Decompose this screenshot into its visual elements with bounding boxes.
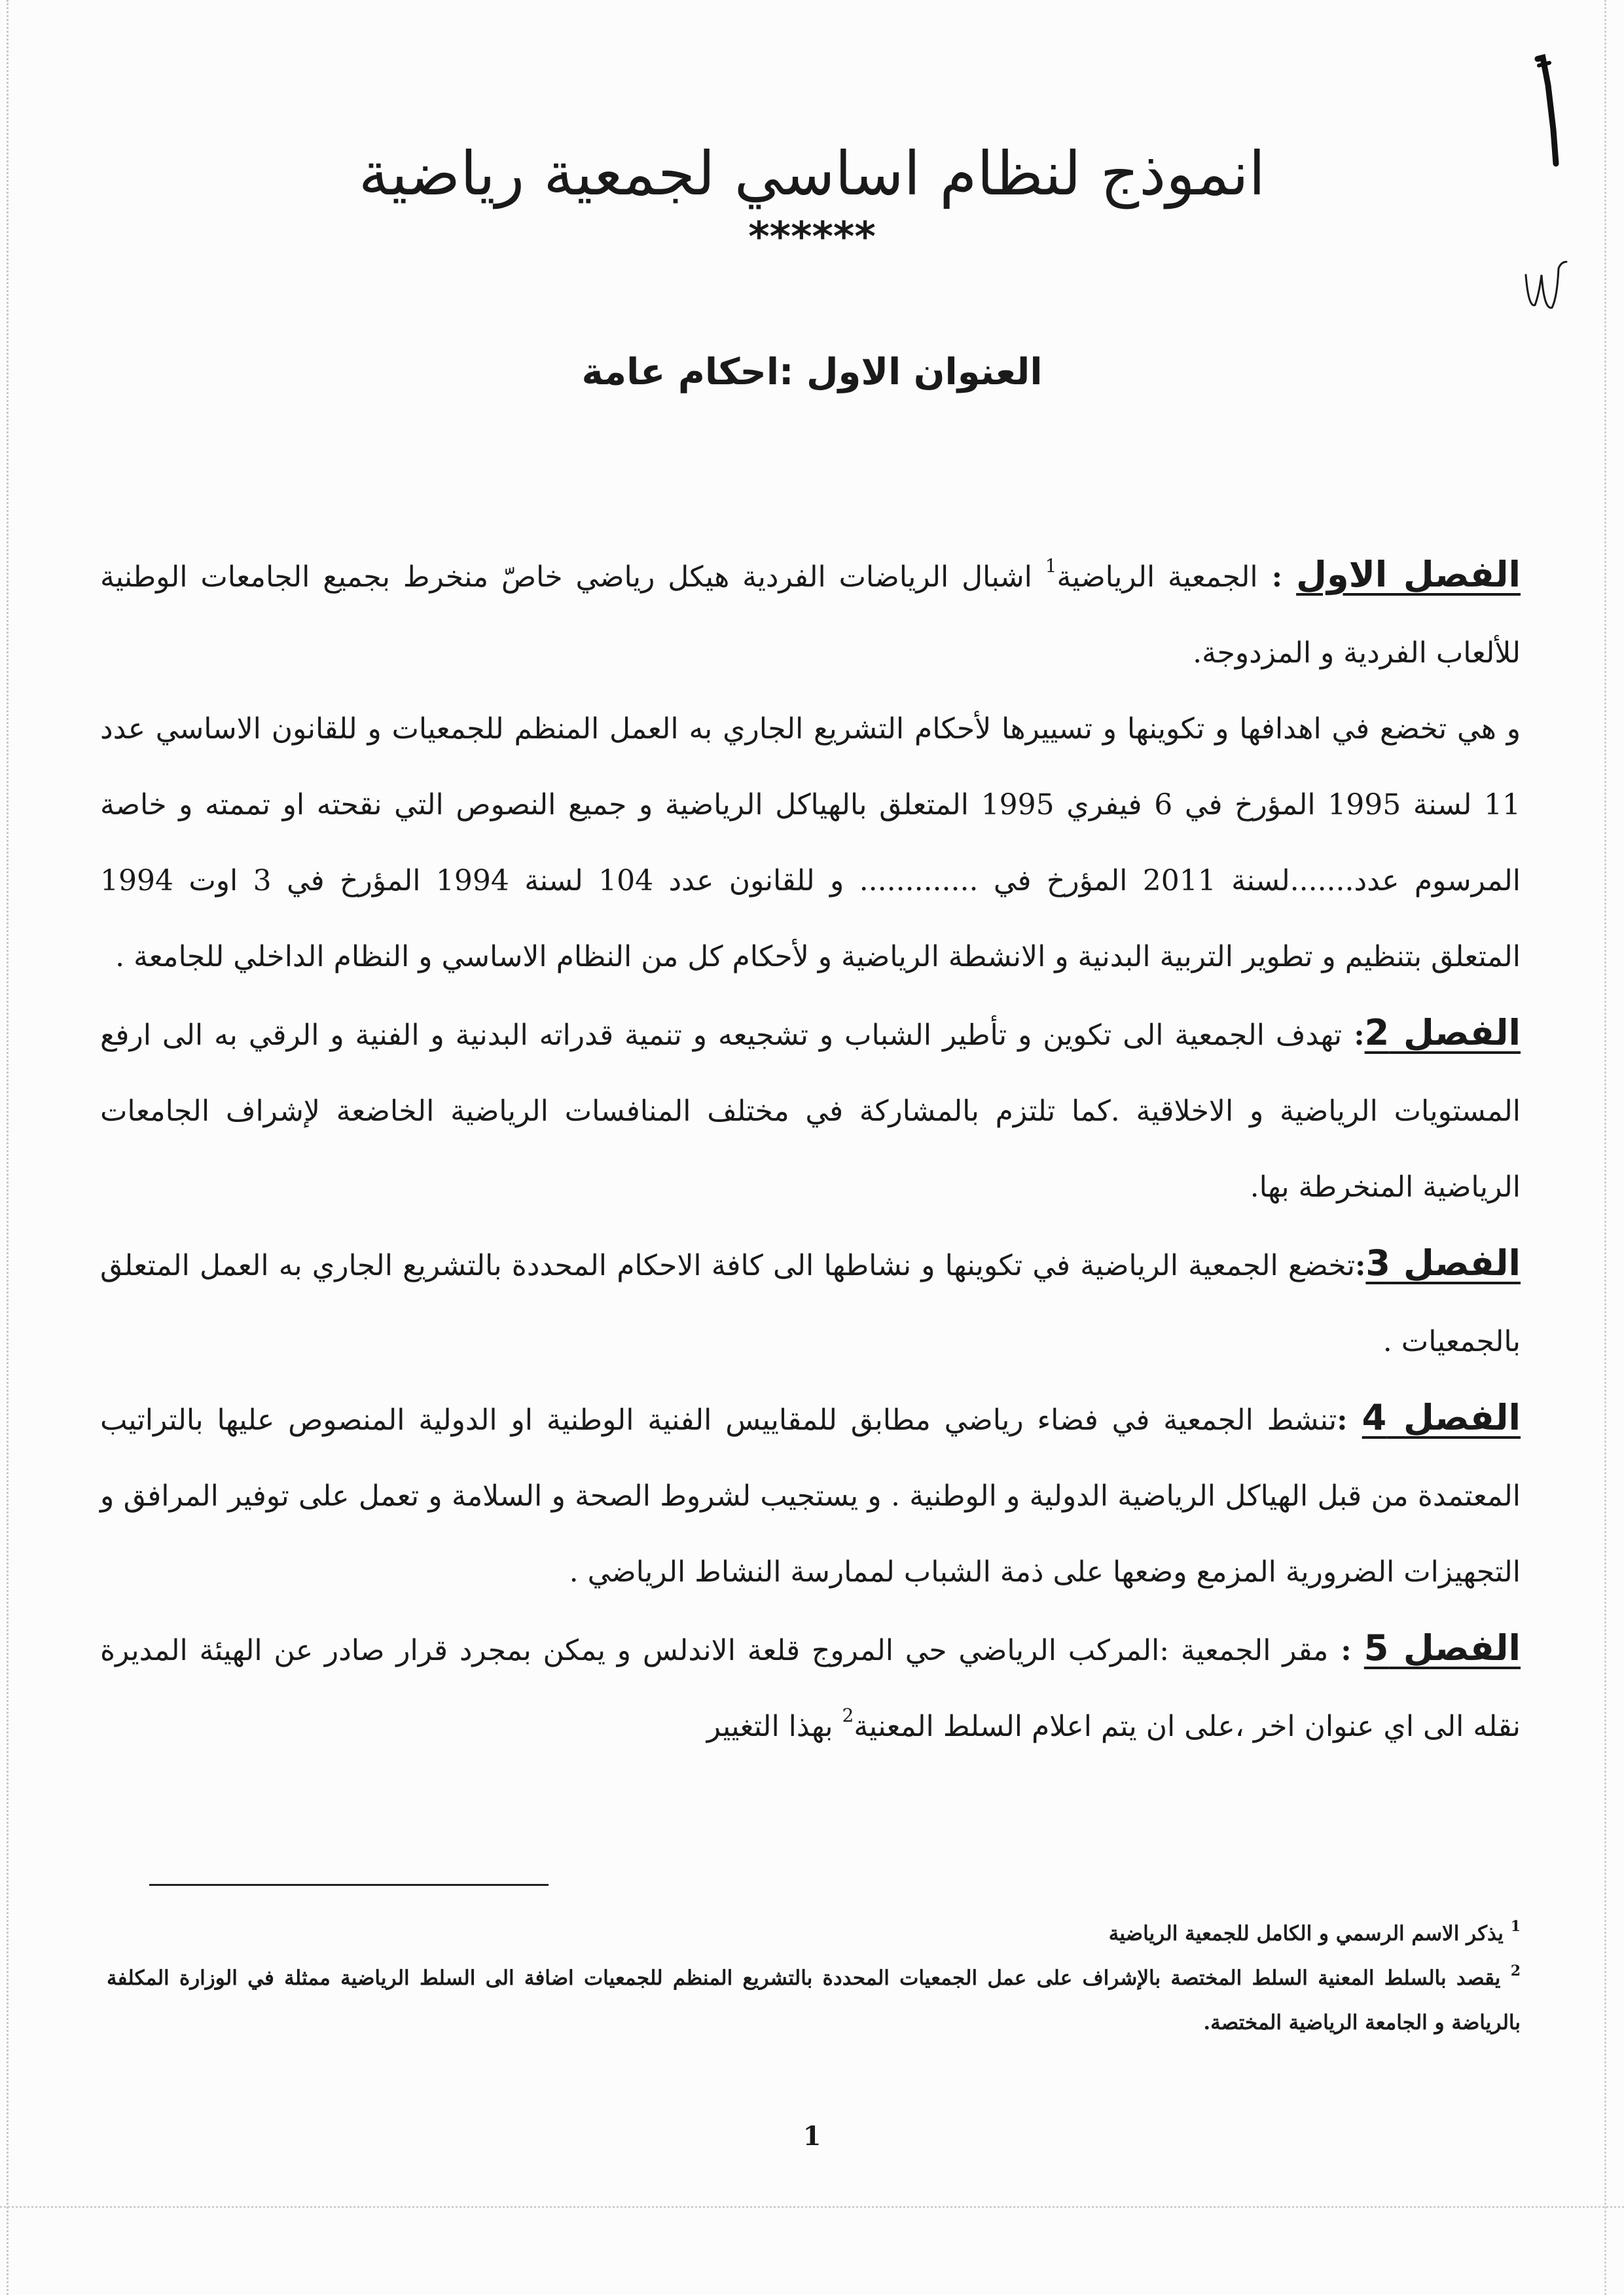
- article-label: الفصل 4: [1362, 1397, 1521, 1438]
- article-separator: :: [1355, 1249, 1366, 1282]
- article-text: تهدف الجمعية الى تكوين و تأطير الشباب و تشجيعه و تنمية قدراته البدنية و الفنية و الرقي به الى ارفع المستويات الرياضية و الاخلاقية .كما تلتزم بالمشاركة في مختلف المنافسات الرياضية الخاضعة لإشراف الجامعات الرياضية المنخرطة بها.: [100, 1019, 1521, 1204]
- footnote-ref: 2: [842, 1705, 854, 1726]
- article-5: [100, 1610, 1521, 1765]
- article-1: [100, 537, 1521, 691]
- title-separator: ******: [748, 213, 876, 261]
- footnote-text: يذكر الاسم الرسمي و الكامل للجمعية الرياضية: [1108, 1922, 1504, 1945]
- articles-body: [100, 537, 1521, 1765]
- article-text: تخضع الجمعية الرياضية في تكوينها و نشاطها الى كافة الاحكام المحددة بالتشريع الجاري به العمل المتعلق بالجمعيات .: [100, 1249, 1521, 1358]
- article-text: و هي تخضع في اهدافها و تكوينها و تسييرها لأحكام التشريع الجاري به العمل المنظم للجمعيات و للقانون الاساسي عدد 11 لسنة 1995 المؤرخ في 6 فيفري 1995 المتعلق بالهياكل الرياضية و جميع النصوص التي نقحته او تممته و خاصة المرسوم عدد.......لسنة 2011 المؤرخ في ............. و للقانون عدد 104 لسنة 1994 المؤرخ في 3 اوت 1994 المتعلق بتنظيم و تطوير التربية البدنية و الانشطة الرياضية و لأحكام كل من النظام الاساسي و النظام الداخلي للجامعة .: [100, 712, 1521, 973]
- footnote-ref: 1: [1045, 555, 1057, 577]
- footnotes: [107, 1911, 1521, 2045]
- document-title: انموذج لنظام اساسي لجمعية رياضية: [358, 138, 1266, 209]
- article-separator: :: [1328, 1634, 1364, 1667]
- part-title: العنوان الاول :احكام عامة: [581, 351, 1043, 394]
- article-label: الفصل 5: [1363, 1627, 1521, 1669]
- scan-edge-left: [7, 0, 10, 2295]
- footnote-divider: [149, 1884, 549, 1886]
- page-number: 1: [803, 2121, 821, 2152]
- article-2: [100, 995, 1521, 1225]
- article-label: الفصل 2: [1364, 1012, 1521, 1053]
- article-4: [100, 1380, 1521, 1610]
- footnote-1: [107, 1911, 1521, 1956]
- article-separator: :: [1257, 560, 1297, 594]
- article-text-continued: بهذا التغيير: [706, 1710, 842, 1743]
- article-label: الفصل 3: [1365, 1242, 1521, 1284]
- article-label: الفصل الاول: [1296, 554, 1521, 595]
- article-text: تنشط الجمعية في فضاء رياضي مطابق للمقاييس الفنية الوطنية او الدولية المنصوص عليها بالتراتيب المعتمدة من قبل الهياكل الرياضية الدولية و الوطنية . و يستجيب لشروط الصحة و السلامة و تعمل على توفير المرافق و التجهيزات الضرورية المزمع وضعها على ذمة الشباب لممارسة النشاط الرياضي .: [100, 1403, 1521, 1589]
- article-3: [100, 1225, 1521, 1380]
- article-text: الجمعية الرياضية: [1056, 560, 1258, 594]
- footnote-text: يقصد بالسلط المعنية السلط المختصة بالإشراف على عمل الجمعيات المحددة بالتشريع المنظم للجمعيات اضافة الى السلط الرياضية ممثلة في الوزارة المكلفة بالرياضة و الجامعة الرياضية المختصة.: [107, 1966, 1521, 2034]
- scan-edge-right: [1604, 0, 1608, 2295]
- article-text-continued: اشبال الرياضات الفردية هيكل رياضي خاصّ منخرط بجميع الجامعات الوطنية للألعاب الفردية و المزدوجة.: [100, 560, 1521, 670]
- article-separator: :: [1337, 1403, 1362, 1437]
- footnote-number: 1: [1510, 1918, 1521, 1935]
- article-separator: :: [1342, 1019, 1365, 1052]
- article-text: مقر الجمعية :المركب الرياضي حي المروج قلعة الاندلس و يمكن بمجرد قرار صادر عن الهيئة المديرة نقله الى اي عنوان اخر ،على ان يتم اعلام السلط المعنية: [100, 1634, 1521, 1743]
- scan-edge-bottom: [0, 2206, 1624, 2210]
- article-1-continued: [100, 691, 1521, 995]
- footnote-2: [107, 1956, 1521, 2045]
- footnote-number: 2: [1510, 1962, 1521, 1979]
